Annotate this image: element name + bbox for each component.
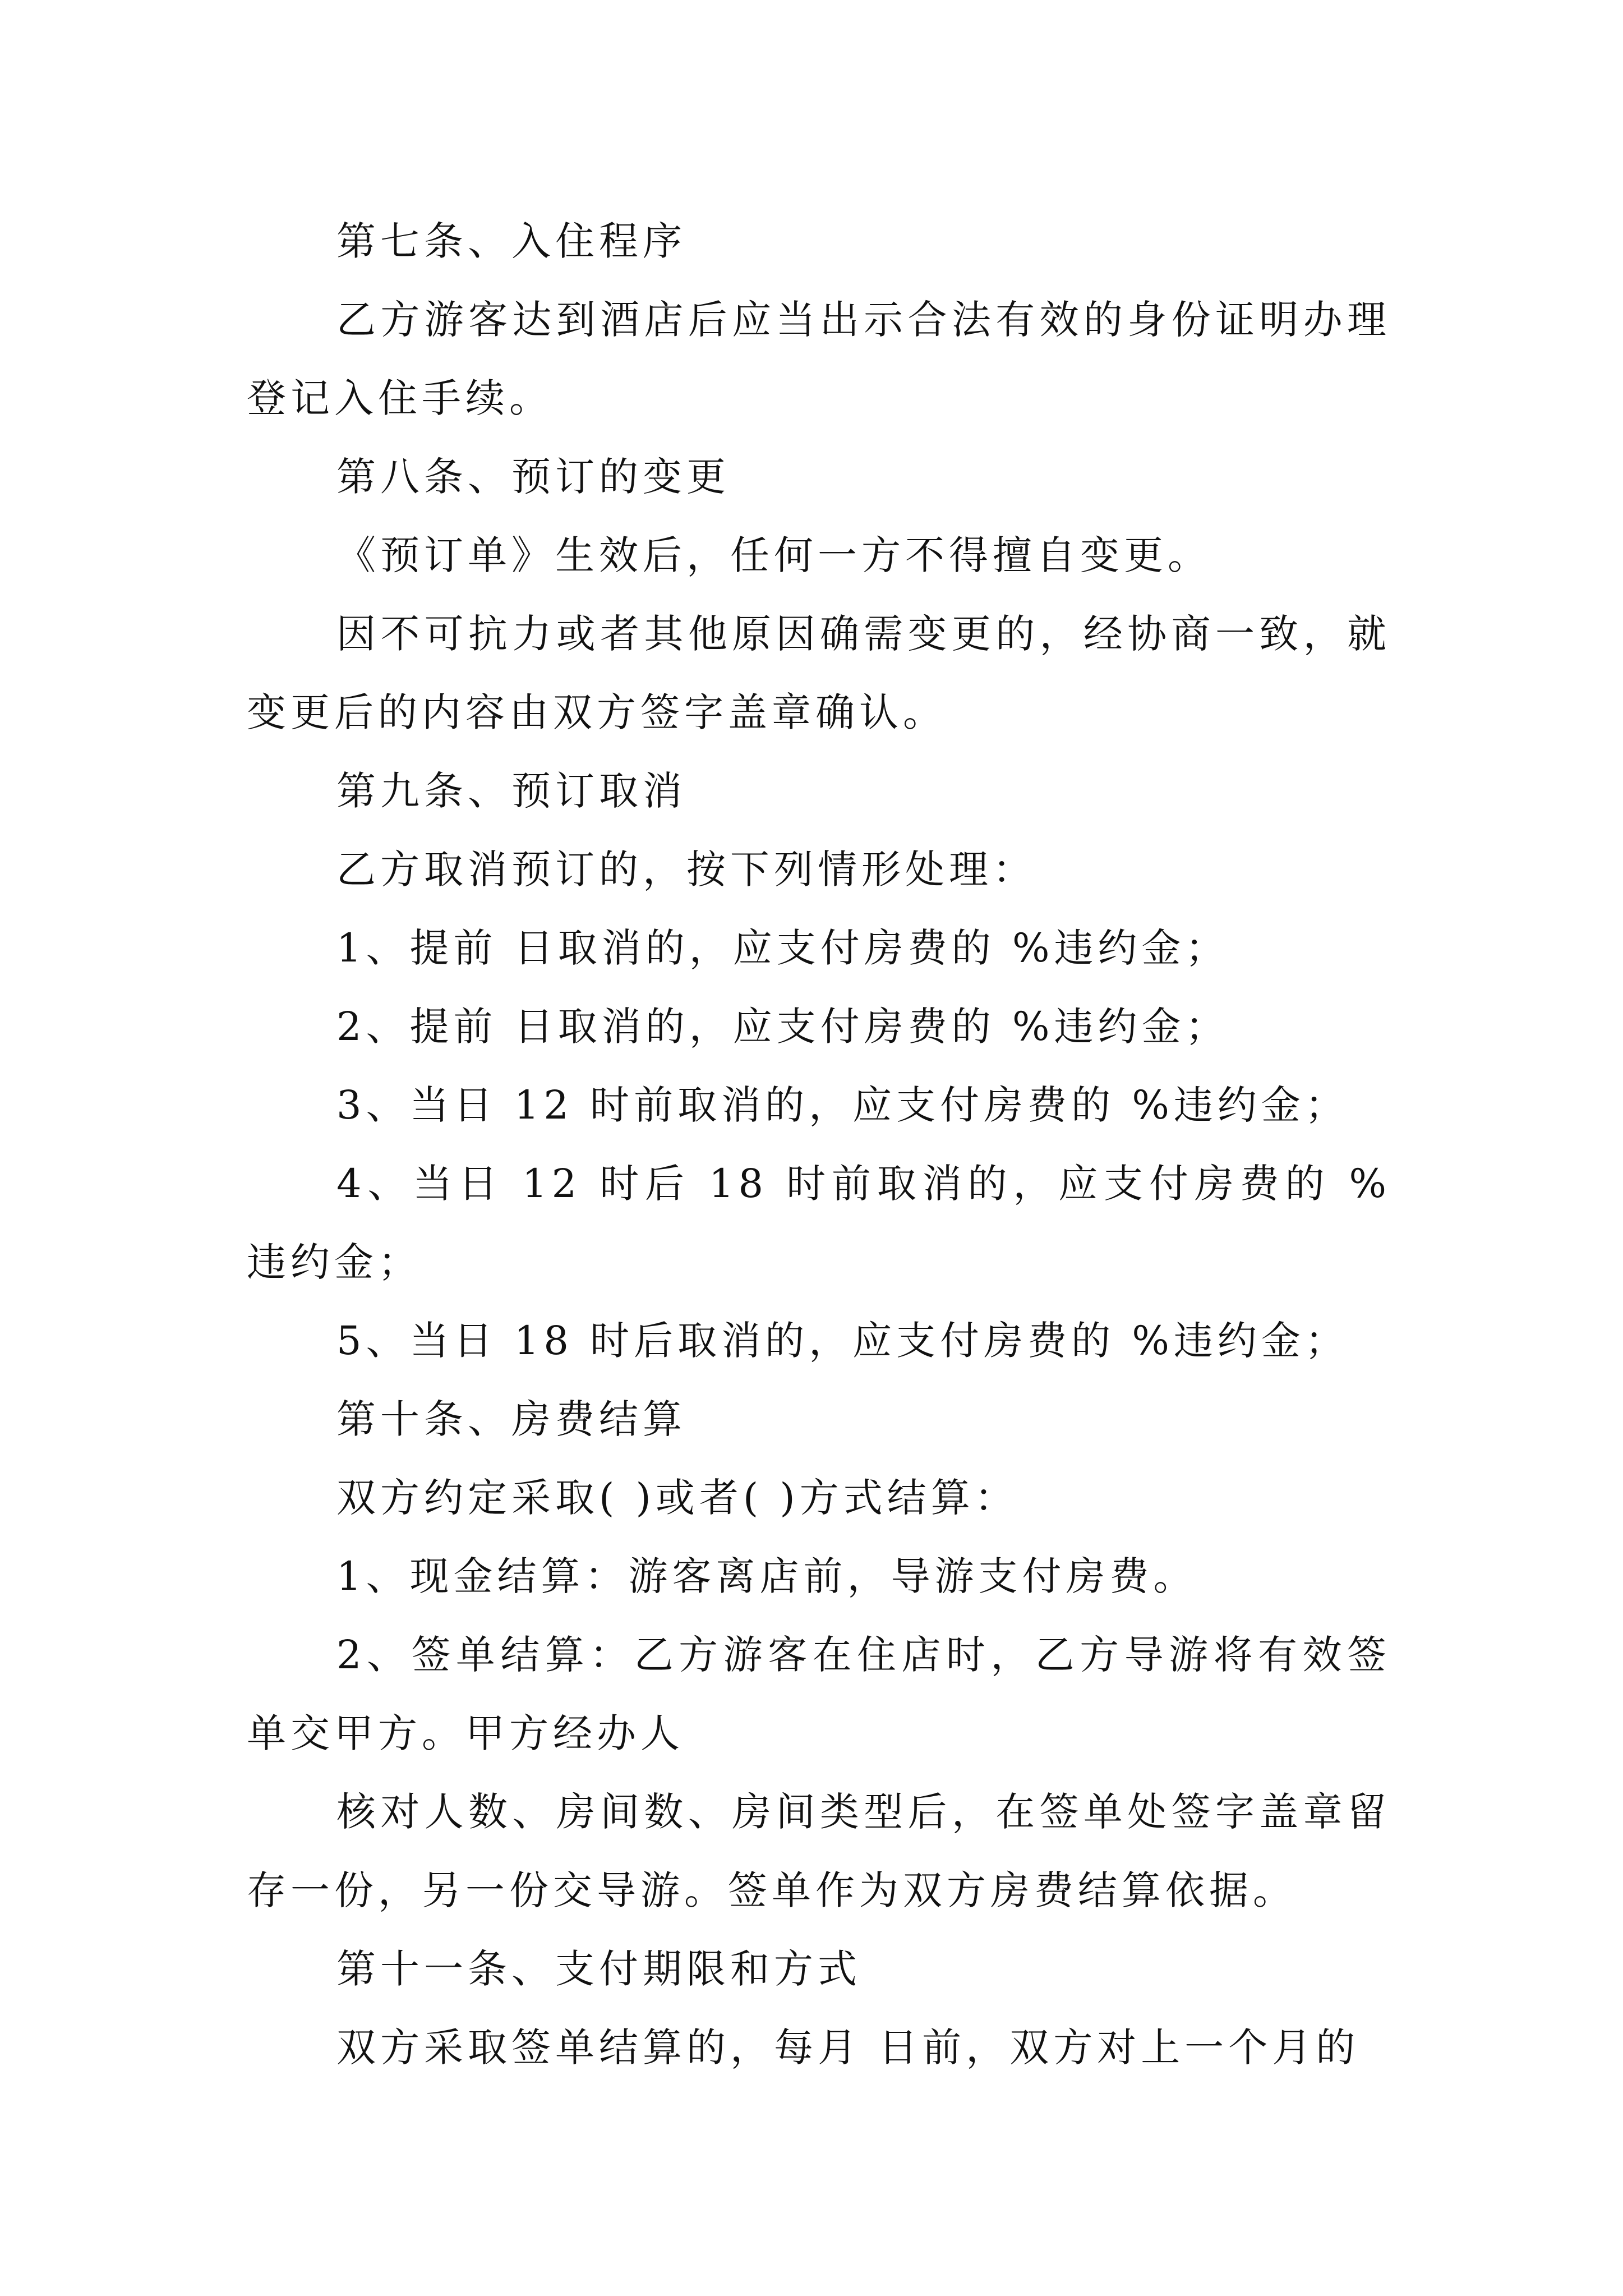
section-heading-9: 第九条、预订取消 bbox=[336, 768, 686, 814]
section-heading-10: 第十条、房费结算 bbox=[336, 1396, 686, 1442]
section-heading-11: 第十一条、支付期限和方式 bbox=[336, 1946, 861, 1992]
paragraph: 乙方取消预订的，按下列情形处理： bbox=[336, 846, 1036, 892]
paragraph: 乙方游客达到酒店后应当出示合法有效的身份证明办理登记入住手续。 bbox=[247, 297, 1391, 421]
paragraph: 因不可抗力或者其他原因确需变更的，经协商一致，就变更后的内容由双方签字盖章确认。 bbox=[247, 611, 1391, 735]
list-item: 4、当日 12 时后 18 时前取消的，应支付房费的 %违约金； bbox=[247, 1161, 1391, 1285]
list-item: 2、签单结算：乙方游客在住店时，乙方导游将有效签单交甲方。甲方经办人 bbox=[247, 1632, 1391, 1756]
paragraph: 《预订单》生效后，任何一方不得擅自变更。 bbox=[336, 532, 1211, 578]
list-item: 3、当日 12 时前取消的，应支付房费的 %违约金； bbox=[336, 1082, 1349, 1128]
paragraph: 核对人数、房间数、房间类型后，在签单处签字盖章留存一份，另一份交导游。签单作为双方房费结算依据。 bbox=[247, 1789, 1391, 1913]
paragraph: 双方采取签单结算的，每月 日前，双方对上一个月的 bbox=[336, 2024, 1360, 2070]
section-heading-8: 第八条、预订的变更 bbox=[336, 454, 730, 500]
document-body bbox=[247, 202, 1391, 2087]
list-item: 1、提前 日取消的，应支付房费的 %违约金； bbox=[336, 925, 1229, 971]
list-item: 2、提前 日取消的，应支付房费的 %违约金； bbox=[336, 1004, 1229, 1050]
section-heading-7: 第七条、入住程序 bbox=[336, 218, 686, 264]
list-item: 1、现金结算：游客离店前，导游支付房费。 bbox=[336, 1553, 1197, 1599]
list-item: 5、当日 18 时后取消的，应支付房费的 %违约金； bbox=[336, 1318, 1349, 1364]
paragraph: 双方约定采取( )或者( )方式结算： bbox=[336, 1475, 1018, 1521]
